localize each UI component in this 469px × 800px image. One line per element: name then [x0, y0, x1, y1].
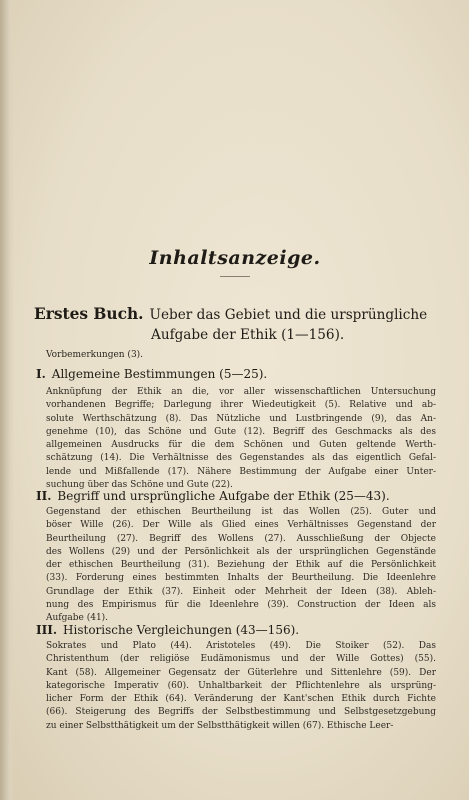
- summary-line: solute Werthschätzung (8). Das Nützliche und Lustbringende (9), das An-: [46, 413, 436, 424]
- summary-line: Aufgabe (41).: [46, 613, 109, 624]
- summary-line: schätzung (14). Die Verhältnisse des Gegenstandes als das eigentlich Gefal-: [46, 453, 436, 464]
- summary-line: allgemeinen Ausdrucks für die dem Schönen und Guten geltende Werth-: [46, 440, 436, 451]
- page-title: Inhaltsanzeige.: [149, 247, 321, 269]
- section-number: I.: [36, 367, 46, 381]
- summary-line: Beurtheilung (27). Begriff des Wollens (27). Ausschließung der Objecte: [46, 533, 436, 544]
- summary-line: der ethischen Beurtheilung (31). Beziehung der Ethik auf die Persönlichkeit: [46, 560, 436, 571]
- section-title-3: [36, 623, 299, 637]
- summary-line: Gegenstand der ethischen Beurtheilung ist das Wollen (25). Guter und: [46, 507, 436, 517]
- summary-line: zu einer Selbstthätigkeit um der Selbstthätigkeit willen (67). Ethische Leer-: [46, 720, 394, 731]
- book-heading: [34, 304, 436, 345]
- summary-line: licher Form der Ethik (64). Veränderung der Kant'schen Ethik durch Fichte: [46, 694, 436, 705]
- section-number: II.: [36, 489, 52, 503]
- page-binding-shadow: [0, 0, 14, 800]
- summary-line: vorhandenen Begriffe; Darlegung ihrer Wiedeutigkeit (5). Relative und ab-: [46, 400, 436, 411]
- summary-line: genehme (10), das Schöne und Gute (12). Begriff des Geschmacks als des: [46, 426, 436, 437]
- summary-line: (66). Steigerung des Begriffs der Selbstbestimmung und Selbstgesetzgebung: [46, 707, 436, 718]
- section-title-2: [36, 489, 390, 503]
- summary-line: Anknüpfung der Ethik an die, vor aller wissenschaftlichen Untersuchung: [46, 387, 436, 397]
- summary-line: lende und Mißfallende (17). Nähere Bestimmung der Aufgabe einer Unter-: [46, 466, 436, 477]
- section-summary-1: [46, 386, 436, 492]
- book-heading-line1: Ueber das Gebiet und die ursprüngliche: [149, 307, 428, 323]
- section-title-1: [36, 367, 267, 381]
- summary-line: Sokrates und Plato (44). Aristoteles (49). Die Stoiker (52). Das: [46, 641, 436, 651]
- section-number: III.: [36, 623, 58, 637]
- summary-line: Grundlage der Ethik (37). Einheit oder Mehrheit der Ideen (38). Ableh-: [46, 586, 436, 597]
- summary-line: Kant (58). Allgemeiner Gegensatz der Güterlehre und Sittenlehre (59). Der: [46, 667, 436, 678]
- section-heading: Allgemeine Bestimmungen (5—25).: [51, 367, 268, 381]
- title-rule: [220, 276, 250, 277]
- section-heading: Begriff und ursprüngliche Aufgabe der Ethik (25—43).: [57, 489, 390, 503]
- section-summary-3: [46, 640, 436, 733]
- section-heading: Historische Vergleichungen (43—156).: [63, 623, 300, 637]
- book-heading-line2: Aufgabe der Ethik (1—156).: [151, 327, 345, 343]
- summary-line: nung des Empirismus für die Ideenlehre (39). Construction der Ideen als: [46, 600, 436, 611]
- book-label: Erstes Buch.: [34, 305, 144, 323]
- summary-line: böser Wille (26). Der Wille als Glied eines Verhältnisses Gegenstand der: [46, 520, 436, 531]
- prelim-entry: Vorbemerkungen (3).: [46, 350, 144, 360]
- summary-line: (33). Forderung eines bestimmten Inhalts der Beurtheilung. Die Ideenlehre: [46, 573, 436, 584]
- section-summary-2: [46, 506, 436, 626]
- summary-line: suchung über das Schöne und Gute (22).: [46, 480, 233, 491]
- summary-line: des Wollens (29) und der Persönlichkeit als der ursprünglichen Gegenstände: [46, 546, 436, 557]
- summary-line: kategorische Imperativ (60). Unhaltbarkeit der Pflichtenlehre als ursprüng-: [46, 680, 436, 691]
- summary-line: Christenthum (der religiöse Eudämonismus und der Wille Gottes) (55).: [46, 654, 436, 665]
